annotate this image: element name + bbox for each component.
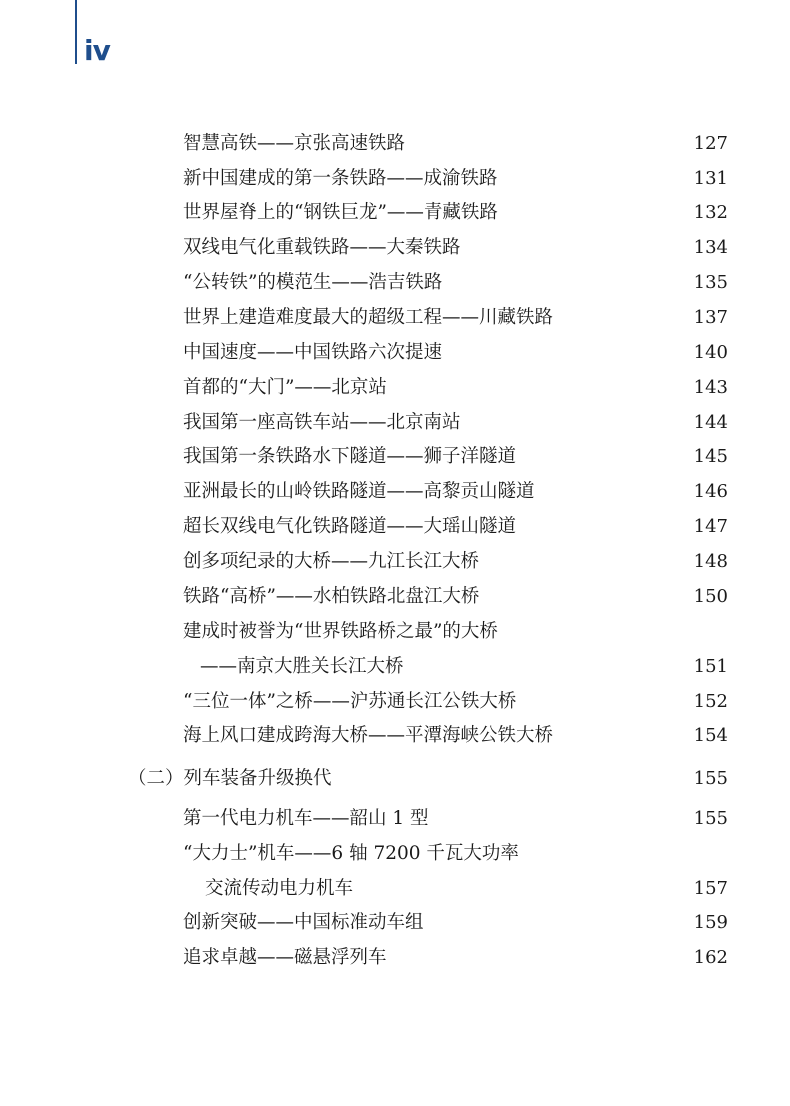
toc-entry-title: ——南京大胜关长江大桥 — [200, 656, 404, 677]
toc-entry-title: 智慧高铁——京张高速铁路 — [183, 133, 406, 154]
toc-entry-page: 154 — [693, 725, 728, 746]
toc-entry-continuation — [200, 651, 404, 683]
toc-entry — [183, 407, 461, 439]
toc-entry — [183, 838, 519, 870]
toc-entry-title: 中国速度——中国铁路六次提速 — [183, 342, 443, 363]
page-marker-line — [75, 0, 77, 64]
toc-entry — [183, 686, 516, 718]
toc-entry-title: 第一代电力机车——韶山 1 型 — [183, 808, 429, 829]
toc-entry-title: 超长双线电气化铁路隧道——大瑶山隧道 — [183, 516, 517, 537]
toc-entry-page: 151 — [693, 656, 728, 677]
toc-entry-title: 新中国建成的第一条铁路——成渝铁路 — [183, 168, 498, 189]
toc-entry-title: “公转铁”的模范生——浩吉铁路 — [183, 272, 443, 293]
toc-entry — [183, 267, 442, 299]
toc-entry — [183, 337, 442, 369]
toc-entry-title: “大力士”机车——6 轴 7200 千瓦大功率 — [183, 843, 519, 864]
toc-entry-page: 159 — [693, 912, 728, 933]
toc-entry-title: 创多项纪录的大桥——九江长江大桥 — [183, 551, 480, 572]
toc-entry — [183, 441, 516, 473]
toc-entry-title: 我国第一座高铁车站——北京南站 — [183, 412, 461, 433]
toc-entry — [183, 372, 387, 404]
toc-entry-continuation — [205, 873, 353, 905]
toc-entry-page: 140 — [693, 342, 728, 363]
toc-entry — [183, 616, 498, 648]
toc-entry-page: 145 — [693, 446, 728, 467]
toc-section-page: 155 — [693, 768, 728, 789]
toc-entry-page: 157 — [693, 878, 728, 899]
toc-entry — [183, 803, 429, 835]
toc-entry-page: 155 — [693, 808, 728, 829]
toc-entry-page: 146 — [693, 481, 728, 502]
toc-entry-page: 137 — [693, 307, 728, 328]
toc-entry — [183, 128, 405, 160]
toc-entry-page: 152 — [693, 691, 728, 712]
toc-entry-title: 亚洲最长的山岭铁路隧道——高黎贡山隧道 — [183, 481, 535, 502]
toc-entry-title: 海上风口建成跨海大桥——平潭海峡公铁大桥 — [183, 725, 554, 746]
toc-entry-page: 162 — [693, 947, 728, 968]
toc-entry — [183, 232, 461, 264]
toc-entry-page: 134 — [693, 237, 728, 258]
toc-entry-page: 148 — [693, 551, 728, 572]
toc-section-heading — [128, 763, 332, 795]
toc-entry — [183, 546, 479, 578]
toc-entry — [183, 581, 479, 613]
toc-entry — [183, 942, 387, 974]
toc-entry-page: 143 — [693, 377, 728, 398]
toc-entry-title: 世界上建造难度最大的超级工程——川藏铁路 — [183, 307, 554, 328]
toc-entry — [183, 197, 498, 229]
toc-entry-title: 首都的“大门”——北京站 — [183, 377, 387, 398]
toc-entry-page: 144 — [693, 412, 728, 433]
toc-entry-title: “三位一体”之桥——沪苏通长江公铁大桥 — [183, 691, 517, 712]
toc-entry-page: 132 — [693, 202, 728, 223]
toc-entry — [183, 163, 498, 195]
toc-entry-title: 创新突破——中国标准动车组 — [183, 912, 424, 933]
page-number: iv — [84, 34, 110, 67]
toc-entry-page: 147 — [693, 516, 728, 537]
toc-entry-title: 建成时被誉为“世界铁路桥之最”的大桥 — [183, 621, 498, 642]
toc-entry-page: 127 — [693, 133, 728, 154]
toc-entry-page: 135 — [693, 272, 728, 293]
toc-entry-page: 131 — [693, 168, 728, 189]
toc-entry — [183, 476, 535, 508]
toc-section-title: （二）列车装备升级换代 — [128, 768, 332, 789]
toc-entry — [183, 302, 553, 334]
toc-entry-title: 我国第一条铁路水下隧道——狮子洋隧道 — [183, 446, 517, 467]
toc-entry-title: 交流传动电力机车 — [205, 878, 354, 899]
toc-entry-title: 双线电气化重载铁路——大秦铁路 — [183, 237, 461, 258]
toc-entry-title: 铁路“高桥”——水柏铁路北盘江大桥 — [183, 586, 480, 607]
toc-entry — [183, 720, 553, 752]
toc-entry-page: 150 — [693, 586, 728, 607]
toc-entry — [183, 511, 516, 543]
toc-entry — [183, 907, 424, 939]
toc-entry-title: 世界屋脊上的“钢铁巨龙”——青藏铁路 — [183, 202, 498, 223]
toc-entry-title: 追求卓越——磁悬浮列车 — [183, 947, 387, 968]
